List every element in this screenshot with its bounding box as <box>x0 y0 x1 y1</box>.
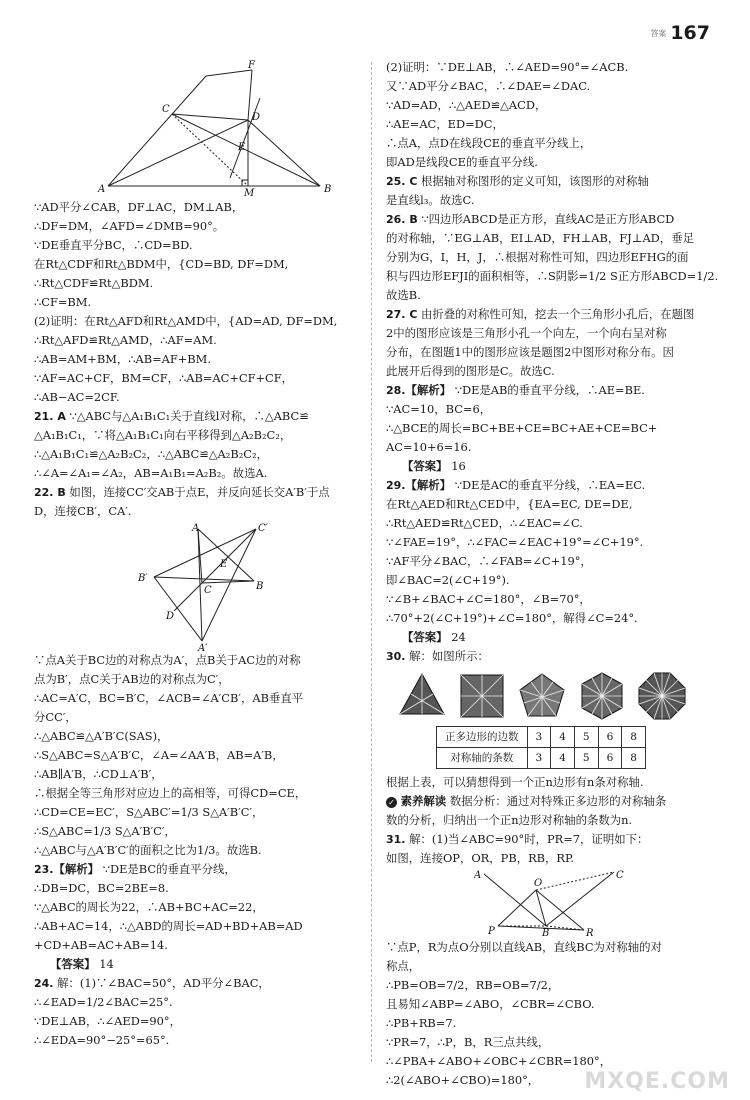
table-cell: 8 <box>622 748 646 769</box>
text-line: ∴PB+RB=7. <box>386 1016 457 1030</box>
text-line: ∴△ABC≌△A′B′C(SAS)， <box>34 729 169 743</box>
text-line: 解：(1)当∠ABC=90°时，PR=7，证明如下： <box>409 832 649 846</box>
fig1-label-E: E <box>238 142 246 153</box>
text-line: ∵AC=10，BC=6， <box>386 402 492 416</box>
fig2-label-C1: C′ <box>258 523 268 534</box>
fig1-label-M: M <box>244 188 255 198</box>
text-line: 如图，连接OP，OR，PB，RB，RP. <box>386 851 574 865</box>
answer-value: 14 <box>99 957 114 971</box>
table-cell: 5 <box>574 748 598 769</box>
text-line: ∵DE⊥AB，∴∠AED=90°， <box>34 1014 181 1028</box>
triangle-figure-20 <box>90 58 338 198</box>
fig2-label-B: B <box>256 581 264 592</box>
page-number: 167 <box>670 22 710 44</box>
text-line: 如图，连接CC′交AB于点E，并反向延长交A′B′于点 <box>69 485 330 499</box>
text-line: 在Rt△CDF和Rt△BDM中，{CD=BD, DF=DM, <box>34 257 289 271</box>
text-line: ∴∠EAD=1/2∠BAC=25°. <box>34 995 173 1009</box>
text-line: 解：(1)∵∠BAC=50°，AD平分∠BAC， <box>57 976 270 990</box>
text-line: 分别为G，I，H，J，∴根据对称性可知，四边形EFHG的面 <box>386 250 689 264</box>
text-line: ∴∠A=∠A₁=∠A₂，AB=A₁B₁=A₂B₂。故选A. <box>34 466 268 480</box>
text-line: ∴Rt△AED≌Rt△CED，∴∠EAC=∠C. <box>386 516 583 530</box>
text-line: ∴CD=CE=EC′，S△ABC′=1/3 S△A′B′C′， <box>34 805 264 819</box>
fig1-label-C: C <box>162 104 170 115</box>
text-line: 2中的图形应该是三角形小孔一个向左，一个向右呈对称 <box>386 326 667 340</box>
watermark: MXQE.COM <box>584 1069 730 1094</box>
text-line: ∴Rt△AFD≌Rt△AMD，∴AF=AM. <box>34 333 217 347</box>
text-line: ∴S△ABC=S△A′B′C，∠A=∠AA′B，AB=A′B， <box>34 748 284 762</box>
text-line: ∴Rt△CDF≌Rt△BDM. <box>34 276 154 290</box>
question-number: 29. <box>386 479 406 492</box>
triangle-figure-22 <box>136 521 286 651</box>
text-line: ∴AB+AC=14，∴△ABD的周长=AD+BD+AB=AD <box>34 919 303 933</box>
text-line: ∵AF平分∠BAC，∴∠FAB=∠C+19°， <box>386 554 592 568</box>
text-line: ∵AD平分∠CAB，DF⊥AC，DM⊥AB， <box>34 200 244 214</box>
square-icon <box>456 670 508 722</box>
text-line: (2)证明：在Rt△AFD和Rt△AMD中，{AD=AD, DF=DM, <box>34 314 338 328</box>
text-line: ∴∠EDA=90°−25°=65°. <box>34 1033 170 1047</box>
text-line: ∵△ABC与△A₁B₁C₁关于直线l对称，∴△ABC≌ <box>69 409 309 423</box>
left-column <box>34 58 362 1050</box>
text-line: 分布，在图题1中的图形应该是题图2中图形对称分布。因 <box>386 345 674 359</box>
text-line: +CD+AB=AC+AB=14. <box>34 938 168 952</box>
column-divider <box>371 62 372 1062</box>
text-line: 故选B. <box>386 288 421 302</box>
analysis-tag: 【解析】 <box>405 383 452 397</box>
text-line: ∵DE是BC的垂直平分线， <box>102 862 236 876</box>
fig2-label-D: D <box>166 611 175 622</box>
table-cell: 3 <box>527 748 551 769</box>
table-row <box>437 727 646 748</box>
fig1-label-B: B <box>324 184 332 195</box>
question-number: 22. B <box>34 486 66 499</box>
table-cell: 6 <box>598 748 622 769</box>
table-cell: 3 <box>527 727 551 748</box>
text-line: ∴△ABC与△A′B′C′的面积之比为1/3。故选B. <box>34 843 262 857</box>
fig2-label-A: A <box>192 523 200 534</box>
text-line: 根据上表，可以猜想得到一个正n边形有n条对称轴. <box>386 775 644 789</box>
text-line: 由折叠的对称性可知，挖去一个三角形小孔后，在题图 <box>421 307 695 321</box>
text-line: ∴△BCE的周长=BC+BE+CE=BC+AE+CE=BC+ <box>386 421 658 435</box>
text-line: ∴AB=AM+BM，∴AB=AF+BM. <box>34 352 211 366</box>
text-line: ∵点A关于BC边的对称点为A′，点B关于AC边的对称 <box>34 653 301 667</box>
text-line: (2)证明：∵DE⊥AB，∴∠AED=90°=∠ACB. <box>386 60 629 74</box>
answer-tag: 【答案】 <box>402 630 448 644</box>
table-cell: 5 <box>574 727 598 748</box>
text-line: 解：如图所示： <box>409 649 489 663</box>
page-header <box>650 22 710 44</box>
question-number: 31. <box>386 833 406 846</box>
fig3-label-O: O <box>534 878 543 889</box>
fig3-label-P: P <box>488 926 495 937</box>
fig1-label-F: F <box>248 60 255 71</box>
text-line: 是直线l₃。故选C. <box>386 193 475 207</box>
text-line: ∴∠PBA+∠ABO+∠OBC+∠CBR=180°， <box>386 1054 612 1068</box>
text-line: ∴AC=A′C，BC=B′C，∠ACB=∠A′CB′，AB垂直平 <box>34 691 304 705</box>
table-cell: 4 <box>551 748 575 769</box>
text-line: 在Rt△AED和Rt△CED中，{EA=EC, DE=DE, <box>386 497 633 511</box>
text-line: ∴DB=DC，BC=2BE=8. <box>34 881 169 895</box>
table-cell: 6 <box>598 727 622 748</box>
right-column <box>386 58 722 1090</box>
table-cell: 4 <box>551 727 575 748</box>
question-number: 23. <box>34 863 54 876</box>
text-line: ∵DE是AB的垂直平分线，∴AE=BE. <box>454 383 645 397</box>
text-line: ∴CF=BM. <box>34 295 92 309</box>
quality-tag: 素养解读 <box>400 794 447 808</box>
polygon-row <box>396 670 722 722</box>
text-line: 称点， <box>386 959 421 973</box>
text-line: ∵∠FAE=19°，∴∠FAC=∠EAC+19°=∠C+19°. <box>386 535 644 549</box>
analysis-tag: 【解析】 <box>405 478 452 492</box>
text-line: ∴△A₁B₁C₁≌△A₂B₂C₂，∴△ABC≌△A₂B₂C₂， <box>34 447 268 461</box>
text-line: ∵AF=AC+CF，BM=CF，∴AB=AC+CF+CF， <box>34 371 294 385</box>
fig2-label-A1: A′ <box>198 643 208 651</box>
text-line: ∵点P，R为点O分别以直线AB，直线BC为对称轴的对 <box>386 940 662 954</box>
text-line: ∵四边形ABCD是正方形，直线AC是正方形ABCD <box>421 212 675 226</box>
question-number: 27. C <box>386 308 418 321</box>
text-line: ∵∠B+∠BAC+∠C=180°，∠B=70°， <box>386 592 591 606</box>
check-icon: ✓ <box>386 797 397 808</box>
text-line: 点为B′，点C关于AB边的对称点为C′， <box>34 672 230 686</box>
question-number: 25. C <box>386 175 418 188</box>
text-line: ∵△ABC的周长为22，∴AB+BC+AC=22， <box>34 900 264 914</box>
text-line: ∴AB∥A′B，∴CD⊥A′B′， <box>34 767 163 781</box>
text-line: ∴AB−AC=2CF. <box>34 390 120 404</box>
text-line: 分CC′， <box>34 710 77 724</box>
header-tag: 答案 <box>650 28 667 38</box>
fig2-label-B1: B′ <box>138 573 148 584</box>
text-line: 即∠BAC=2(∠C+19°). <box>386 573 510 587</box>
answer-tag: 【答案】 <box>402 459 448 473</box>
text-line: ∴DF=DM，∠AFD=∠DMB=90°。 <box>34 219 225 233</box>
analysis-tag: 【解析】 <box>53 862 100 876</box>
text-line: D，连接CB′，CA′. <box>34 504 132 518</box>
fig3-label-B: B <box>542 928 550 938</box>
triangle-icon <box>396 670 448 722</box>
text-line: △A₁B₁C₁，∵将△A₁B₁C₁向右平移得到△A₂B₂C₂， <box>34 428 292 442</box>
text-line: 即AD是线段CE的垂直平分线. <box>386 155 538 169</box>
row-label: 正多边形的边数 <box>437 727 528 748</box>
fig1-label-D: D <box>252 112 261 123</box>
answer-tag: 【答案】 <box>50 957 96 971</box>
text-line: 数的分析，归纳出一个正n边形对称轴的条数为n. <box>386 813 633 827</box>
question-number: 24. <box>34 977 54 990</box>
text-line: ∵DE是AC的垂直平分线，∴EA=EC. <box>454 478 646 492</box>
answer-value: 16 <box>451 459 466 473</box>
angle-figure-31 <box>474 868 624 938</box>
fig2-label-C: C <box>204 585 212 596</box>
text-line: 的对称轴，∵EG⊥AB，EI⊥AD，FH⊥AB，FJ⊥AD，垂足 <box>386 231 694 245</box>
pentagon-icon <box>516 670 568 722</box>
question-number: 21. A <box>34 410 66 423</box>
text-line: ∴2(∠ABO+∠CBO)=180°， <box>386 1073 540 1087</box>
text-line: 又∵AD平分∠BAC，∴∠DAE=∠DAC. <box>386 79 591 93</box>
text-line: 数据分析：通过对特殊正多边形的对称轴条 <box>449 794 667 808</box>
table-cell: 8 <box>622 727 646 748</box>
fig3-label-C: C <box>616 870 624 881</box>
fig3-label-A: A <box>474 870 482 881</box>
question-number: 30. <box>386 650 406 663</box>
text-line: ∴点A，点D在线段CE的垂直平分线上， <box>386 136 592 150</box>
answer-value: 24 <box>451 630 466 644</box>
octagon-icon <box>636 670 688 722</box>
fig3-label-R: R <box>586 928 594 938</box>
text-line: 此展开后得到的图形是C。故选C. <box>386 364 555 378</box>
text-line: ∵AD=AD，∴△AED≌△ACD， <box>386 98 547 112</box>
text-line: ∴S△ABC=1/3 S△A′B′C′， <box>34 824 176 838</box>
text-line: ∴根据全等三角形对应边上的高相等，可得CD=CE， <box>34 786 307 800</box>
hexagon-icon <box>576 670 628 722</box>
text-line: 根据轴对称图形的定义可知，该图形的对称轴 <box>421 174 649 188</box>
symmetry-table <box>436 726 646 769</box>
text-line: ∵PR=7，∴P，B，R三点共线， <box>386 1035 550 1049</box>
row-label: 对称轴的条数 <box>437 748 528 769</box>
text-line: ∴70°+2(∠C+19°)+∠C=180°，解得∠C=24°. <box>386 611 638 625</box>
text-line: 积与四边形EFJI的面积相等，∴S阴影=1/2 S正方形ABCD=1/2. <box>386 269 719 283</box>
table-row <box>437 748 646 769</box>
text-line: ∴AE=AC，ED=DC， <box>386 117 504 131</box>
text-line: ∴PB=OB=7/2，RB=OB=7/2， <box>386 978 560 992</box>
text-line: ∵DE垂直平分BC，∴CD=BD. <box>34 238 193 252</box>
question-number: 26. B <box>386 213 418 226</box>
fig2-label-E: E <box>220 559 228 570</box>
question-number: 28. <box>386 384 406 397</box>
fig1-label-A: A <box>98 184 106 195</box>
text-line: AC=10+6=16. <box>386 440 472 454</box>
text-line: 且易知∠ABP=∠ABO，∠CBR=∠CBO. <box>386 997 595 1011</box>
